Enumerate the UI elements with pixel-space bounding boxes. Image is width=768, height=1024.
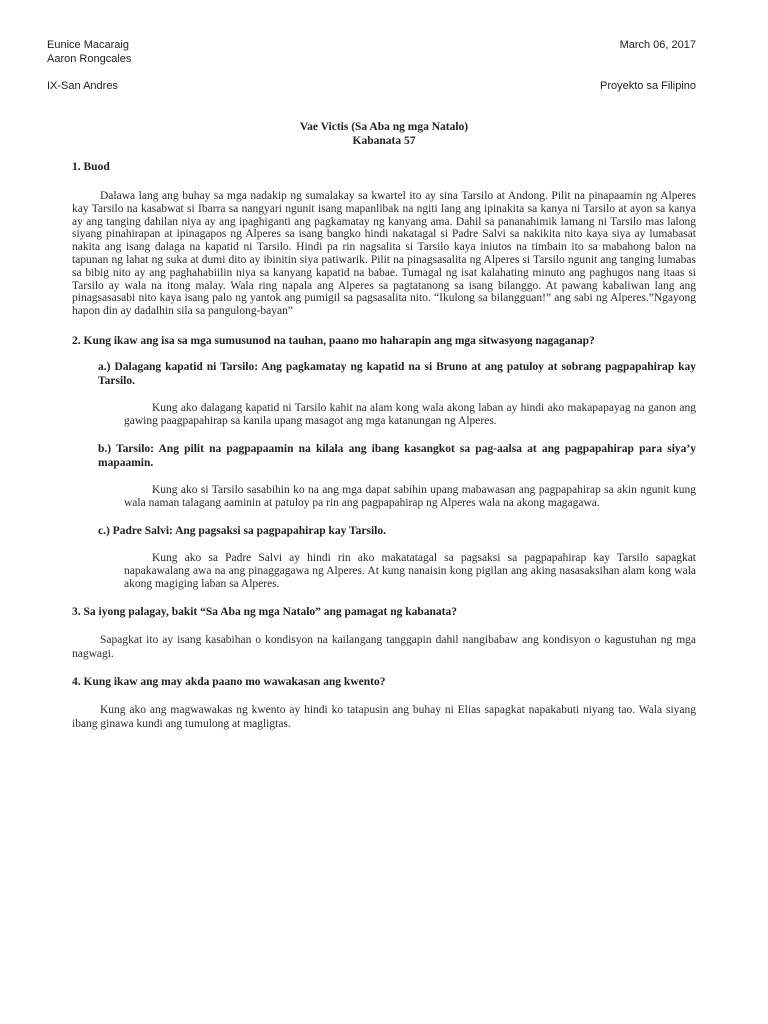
document-date: March 06, 2017 bbox=[619, 39, 696, 51]
q2a-answer: Kung ako dalagang kapatid ni Tarsilo kahit na alam kong wala akong laban ay hindi ako makapapayag na ganon ang gawing paagpapahirap sa kanila upang masagot ang mga katanungan ng Alperes. bbox=[124, 401, 696, 427]
q2a-heading: a.) Dalagang kapatid ni Tarsilo: Ang pagkamatay ng kapatid na si Bruno at ang patuloy at sobrang pagpapahirap kay Tarsilo. bbox=[98, 360, 696, 387]
author-name-1: Eunice Macaraig bbox=[47, 39, 129, 51]
q1-summary: Dalawa lang ang buhay sa mga nadakip ng sumalakay sa kwartel ito ay sina Tarsilo at Andong. Pilit na pinapaamin ng Alperes kay Tarsilo na kasabwat si Ibarra sa nangyari ngunit isang mapanlibak na ngiti lang ang ipinakita sa kanya ni Tarsilo at ayon sa kanya ay ang tanging dahilan niya ay ang ipaghiganti ang pagkamatay ng kanyang ama. Dahil sa pananahimik lamang ni Tarsilo mas lalong siyang pinahirapan at ipinagapos ng Alperes sa isang bangko hindi nakatagal si Padre Salvi sa nakikita nito kaya siya ay lumabasat nakita ang isang dalaga na kapatid ni Tarsilo. Hindi pa rin nagsalita si Tarsilo kaya iniutos na timbain ito sa mabahong balon na tapunan ng lahat ng suka at dumi dito ay ibinitin siya patiwarik. Pilit na pinagsasalita ng Alperes si Tarsilo ngunit ang tanging lumabas sa bibig nito ay ang paghahabiilin niya sa kanyang kapatid na babae. Tumagal ng isat kalahating minuto ang paghugos nang itaas si Tarsilo ay wala na itong malay. Wala ring napala ang Alperes sa pagtatanong sa isang bilanggo. At pawang kabaliwan lang ang pinagsasasabi nito kaya isang palo ng yantok ang pumigil sa pagsasalita nito. “Ikulong sa bilangguan!” ang sabi ng Alperes.”Ngayong hapon din ay dadalhin sila sa pangulong-bayan” bbox=[72, 190, 696, 318]
document-title bbox=[0, 120, 768, 148]
q2-heading: 2. Kung ikaw ang isa sa mga sumusunod na tauhan, paano mo haharapin ang mga sitwasyong nagaganap? bbox=[72, 334, 595, 347]
q4-heading: 4. Kung ikaw ang may akda paano mo wawakasan ang kwento? bbox=[72, 675, 386, 688]
q3-answer: Sapagkat ito ay isang kasabihan o kondisyon na kailangang tanggapin dahil nangibabaw ang kondisyon o kagustuhan ng mga nagwagi. bbox=[72, 633, 696, 660]
q2c-heading: c.) Padre Salvi: Ang pagsaksi sa pagpapahirap kay Tarsilo. bbox=[98, 524, 386, 537]
author-name-2: Aaron Rongcales bbox=[47, 53, 132, 65]
title-line-1: Vae Victis (Sa Aba ng mga Natalo) bbox=[299, 121, 469, 133]
q2b-answer: Kung ako si Tarsilo sasabihin ko na ang mga dapat sabihin upang mabawasan ang pagpapahirap sa akin ngunit kung wala naman talagang aaminin at patuloy pa rin ang pagpapahirap ng Alperes wala na akong magagawa. bbox=[124, 483, 696, 509]
title-line-2: Kabanata 57 bbox=[352, 135, 416, 147]
document-body bbox=[72, 160, 696, 731]
class-section: IX-San Andres bbox=[47, 80, 118, 92]
project-label: Proyekto sa Filipino bbox=[600, 80, 696, 92]
q4-answer: Kung ako ang magwawakas ng kwento ay hindi ko tatapusin ang buhay ni Elias sapagkat napakabuti niyang tao. Wala siyang ibang ginawa kundi ang tumulong at magligtas. bbox=[72, 703, 696, 730]
q3-heading: 3. Sa iyong palagay, bakit “Sa Aba ng mga Natalo” ang pamagat ng kabanata? bbox=[72, 605, 458, 618]
q2b-heading: b.) Tarsilo: Ang pilit na pagpapaamin na kilala ang ibang kasangkot sa pag-aalsa at ang pagpapahirap para siya’y mapaamin. bbox=[98, 442, 696, 469]
q1-heading: 1. Buod bbox=[72, 161, 110, 173]
q2c-answer: Kung ako sa Padre Salvi ay hindi rin ako makatatagal sa pagsaksi sa pagpapahirap kay Tarsilo sapagkat napakawalang awa na ang pinaggagawa ng Alperes. At kung nanaisin kong pigilan ang aking nasasaksihan alam kong wala akong magiging laban sa Alperes. bbox=[124, 551, 696, 590]
